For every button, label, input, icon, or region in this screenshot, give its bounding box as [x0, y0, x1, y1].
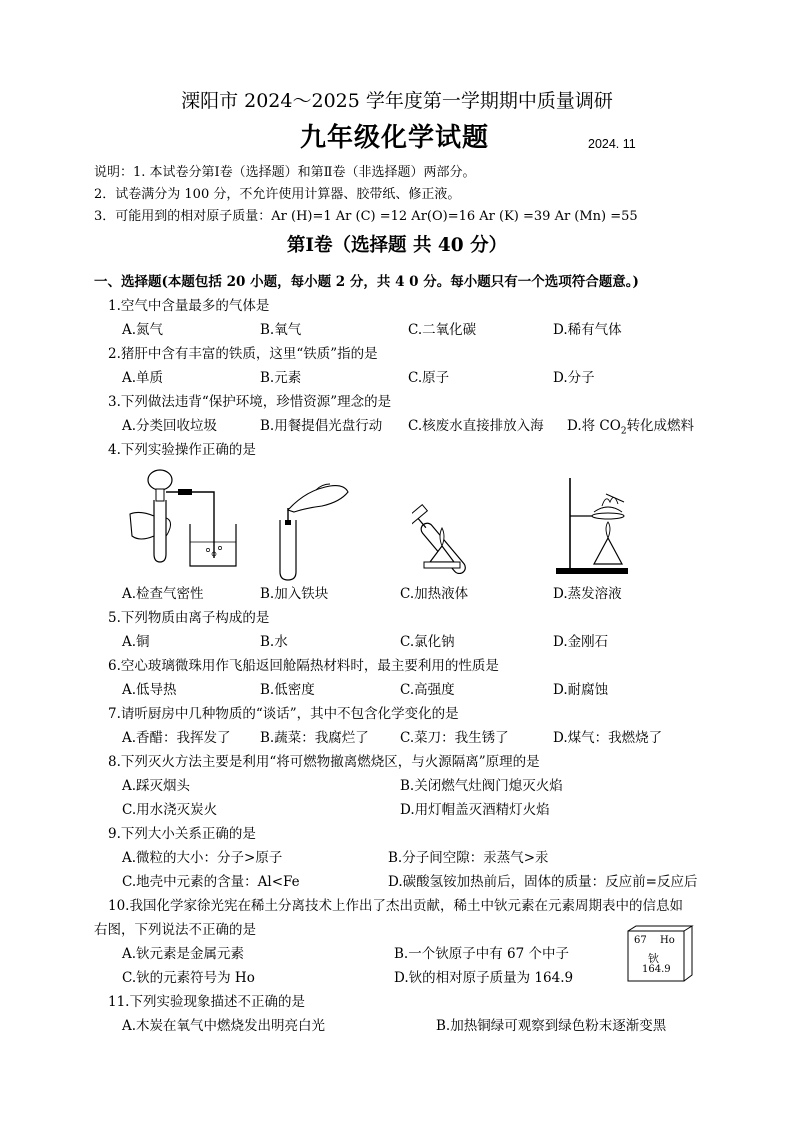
element-symbol: Ho	[660, 935, 675, 946]
q3-option-d	[567, 414, 694, 437]
element-name: 钬	[648, 952, 659, 965]
element-atomic-mass: 164.9	[642, 964, 671, 975]
q4-option-d: D.蒸发溶液	[553, 586, 622, 602]
part-heading: 一、选择题(本题包括 20 小题，每小题 2 分，共 4 0 分。每小题只有一个选项符合题意。)	[94, 274, 639, 290]
q3-option-b: B.用餐提倡光盘行动	[260, 418, 383, 434]
element-card-frame	[626, 925, 696, 985]
question-10-stem-cont: 右图，下列说法不正确的是	[94, 922, 256, 938]
q7-option-b: B.蔬菜：我腐烂了	[260, 730, 369, 746]
q10-option-d: D.钬的相对原子质量为 164.9	[394, 970, 574, 986]
exam-date: 2024. 11	[588, 137, 636, 151]
q11-option-a: A.木炭在氧气中燃烧发出明亮白光	[122, 1018, 326, 1034]
question-4-stem: 4.下列实验操作正确的是	[108, 442, 256, 458]
q1-option-d: D.稀有气体	[553, 322, 622, 338]
question-6-stem: 6.空心玻璃微珠用作飞船返回舱隔热材料时，最主要利用的性质是	[108, 658, 499, 674]
q6-option-a: A.低导热	[122, 682, 177, 698]
subscript-2: 2	[620, 426, 627, 437]
exam-title: 九年级化学试题	[300, 123, 490, 153]
q4-option-a: A.检查气密性	[122, 586, 204, 602]
question-10-stem: 10.我国化学家徐光宪在稀土分离技术上作出了杰出贡献，稀土中钬元素在元素周期表中的信息如	[108, 898, 683, 914]
section-title: 第Ⅰ卷（选择题 共 40 分）	[286, 235, 508, 256]
q3-option-c: C.核废水直接排放入海	[408, 418, 544, 434]
q2-option-c: C.原子	[408, 370, 450, 386]
q2-option-b: B.元素	[260, 370, 302, 386]
q10-option-b: B.一个钬原子中有 67 个中子	[394, 946, 569, 962]
element-card-holmium	[626, 925, 692, 983]
question-3-stem: 3.下列做法违背“保护环境，珍惜资源”理念的是	[108, 394, 392, 410]
question-8-stem: 8.下列灭火方法主要是利用“将可燃物撤离燃烧区，与火源隔离”原理的是	[108, 754, 540, 770]
q6-option-d: D.耐腐蚀	[553, 682, 609, 698]
q5-option-b: B.水	[260, 634, 288, 650]
question-1-stem: 1.空气中含量最多的气体是	[108, 298, 270, 314]
q8-option-c: C.用水浇灭炭火	[122, 802, 218, 818]
question-7-stem: 7.请听厨房中几种物质的“谈话”，其中不包含化学变化的是	[108, 706, 459, 722]
q9-option-d: D.碳酸氢铵加热前后，固体的质量：反应前=反应后	[388, 874, 698, 890]
q5-option-a: A.铜	[122, 634, 150, 650]
q8-option-b: B.关闭燃气灶阀门熄灭火焰	[400, 778, 563, 794]
q5-option-c: C.氯化钠	[400, 634, 455, 650]
q9-option-c: C.地壳中元素的含量：Al<Fe	[122, 874, 300, 890]
q10-option-a: A.钬元素是金属元素	[122, 946, 245, 962]
q1-option-a: A.氮气	[122, 322, 164, 338]
question-2-stem: 2.猪肝中含有丰富的铁质，这里“铁质”指的是	[108, 346, 378, 362]
note-2: 2．试卷满分为 100 分，不允许使用计算器、胶带纸、修正液。	[94, 187, 461, 202]
q1-option-c: C.二氧化碳	[408, 322, 477, 338]
q2-option-a: A.单质	[122, 370, 164, 386]
q4-option-c: C.加热液体	[400, 586, 469, 602]
note-1: 说明：1. 本试卷分第Ⅰ卷（选择题）和第Ⅱ卷（非选择题）两部分。	[94, 165, 476, 180]
q6-option-c: C.高强度	[400, 682, 455, 698]
q10-option-c: C.钬的元素符号为 Ho	[122, 970, 255, 986]
q4-option-b: B.加入铁块	[260, 586, 329, 602]
figure-add-iron-block	[270, 480, 350, 584]
q2-option-d: D.分子	[553, 370, 595, 386]
q3-option-d-text: D.将 CO	[567, 418, 621, 434]
figure-heat-liquid	[412, 484, 502, 574]
figure-evaporate-solution	[550, 472, 646, 576]
q9-option-b: B.分子间空隙：汞蒸气>汞	[388, 850, 549, 866]
q7-option-a: A.香醋：我挥发了	[122, 730, 231, 746]
q3-option-d-tail: 转化成燃料	[626, 418, 695, 434]
q8-option-d: D.用灯帽盖灭酒精灯火焰	[400, 802, 550, 818]
figure-check-airtightness	[126, 462, 240, 570]
q5-option-d: D.金刚石	[553, 634, 609, 650]
question-11-stem: 11.下列实验现象描述不正确的是	[108, 994, 305, 1010]
q11-option-b: B.加热铜绿可观察到绿色粉末逐渐变黑	[436, 1018, 667, 1034]
q7-option-c: C.菜刀：我生锈了	[400, 730, 509, 746]
q9-option-a: A.微粒的大小：分子>原子	[122, 850, 283, 866]
exam-header-line: 溧阳市 2024～2025 学年度第一学期期中质量调研	[181, 90, 613, 112]
q8-option-a: A.踩灭烟头	[122, 778, 191, 794]
question-5-stem: 5.下列物质由离子构成的是	[108, 610, 270, 626]
q1-option-b: B.氧气	[260, 322, 302, 338]
q7-option-d: D.煤气：我燃烧了	[553, 730, 663, 746]
note-3: 3．可能用到的相对原子质量：Ar (H)=1 Ar (C) =12 Ar(O)=16 Ar (K) =39 Ar (Mn) =55	[94, 209, 638, 224]
q6-option-b: B.低密度	[260, 682, 315, 698]
element-atomic-number: 67	[634, 935, 647, 946]
question-9-stem: 9.下列大小关系正确的是	[108, 826, 256, 842]
q3-option-a: A.分类回收垃圾	[122, 418, 218, 434]
